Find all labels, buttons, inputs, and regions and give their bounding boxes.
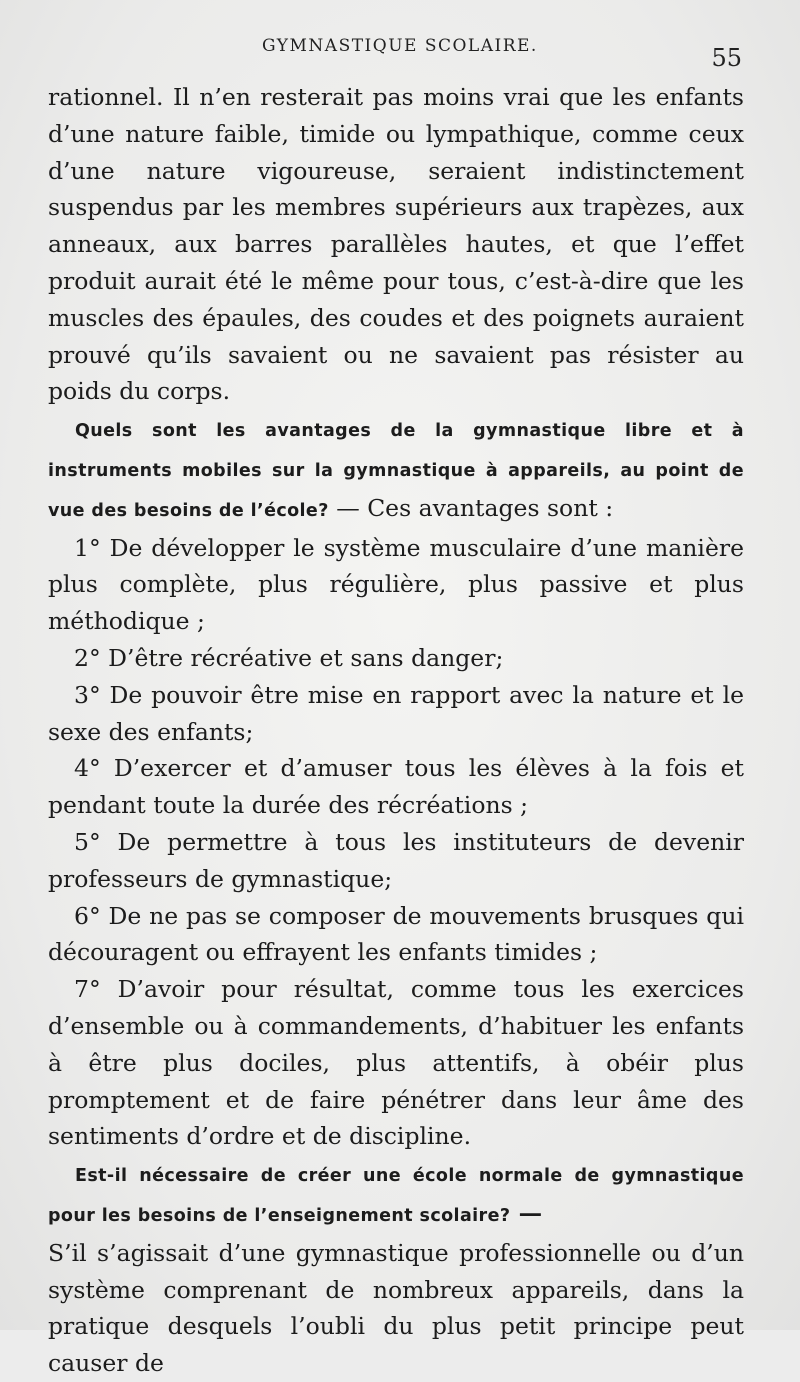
question-paragraph-1 <box>48 410 744 529</box>
question-2-dash: — <box>510 1198 543 1227</box>
question-1-heading: Quels sont les avantages de la gymnastique libre et à instruments mobiles sur la gymnastique à appareils, au point de vue des besoins de l’école? <box>48 421 744 521</box>
running-title: GYMNASTIQUE SCOLAIRE. <box>262 36 538 56</box>
advantage-item-4: 4° D’exercer et d’amuser tous les élèves à la fois et pendant toute la durée des récréations ; <box>48 754 744 820</box>
question-1-answer-intro: — Ces avantages sont : <box>328 493 614 522</box>
paragraph-continuation: rationnel. Il n’en resterait pas moins vrai que les enfants d’une nature faible, timide ou lympathique, comme ceux d’une nature vigoureuse, seraient indistinctement suspendus par les membres supérieurs aux trapèzes, aux anneaux, aux barres parallèles hautes, et que l’effet produit aurait été le même pour tous, c’est-à-dire que les muscles des épaules, des coudes et des poignets auraient prouvé qu’ils savaient ou ne savaient pas résister au poids du corps. <box>48 83 744 406</box>
advantage-item-5: 5° De permettre à tous les instituteurs de devenir professeurs de gymnastique; <box>48 827 744 893</box>
advantage-item-6: 6° De ne pas se composer de mouvements brusques qui découragent ou effrayent les enfants timides ; <box>48 901 744 967</box>
advantage-item-1: 1° De développer le système musculaire d’une manière plus complète, plus régulière, plus passive et plus méthodique ; <box>48 533 744 636</box>
question-paragraph-2 <box>48 1155 744 1235</box>
question-2-answer: S’il s’agissait d’une gymnastique professionnelle ou d’un système comprenant de nombreux appareils, dans la pratique desquels l’oubli du plus petit principe peut causer de <box>48 1238 744 1378</box>
page-number: 55 <box>711 44 742 72</box>
page-body <box>48 79 744 1382</box>
question-2-heading: Est-il nécessaire de créer une école normale de gymnastique pour les besoins de l’enseignement scolaire? <box>48 1166 744 1226</box>
advantage-item-2: 2° D’être récréative et sans danger; <box>74 643 504 672</box>
advantage-item-7: 7° D’avoir pour résultat, comme tous les exercices d’ensemble ou à commandements, d’habituer les enfants à être plus dociles, plus attentifs, à obéir plus promptement et de faire pénétrer dans leur âme des sentiments d’ordre et de discipline. <box>48 975 744 1151</box>
advantage-item-3: 3° De pouvoir être mise en rapport avec la nature et le sexe des enfants; <box>48 680 744 746</box>
